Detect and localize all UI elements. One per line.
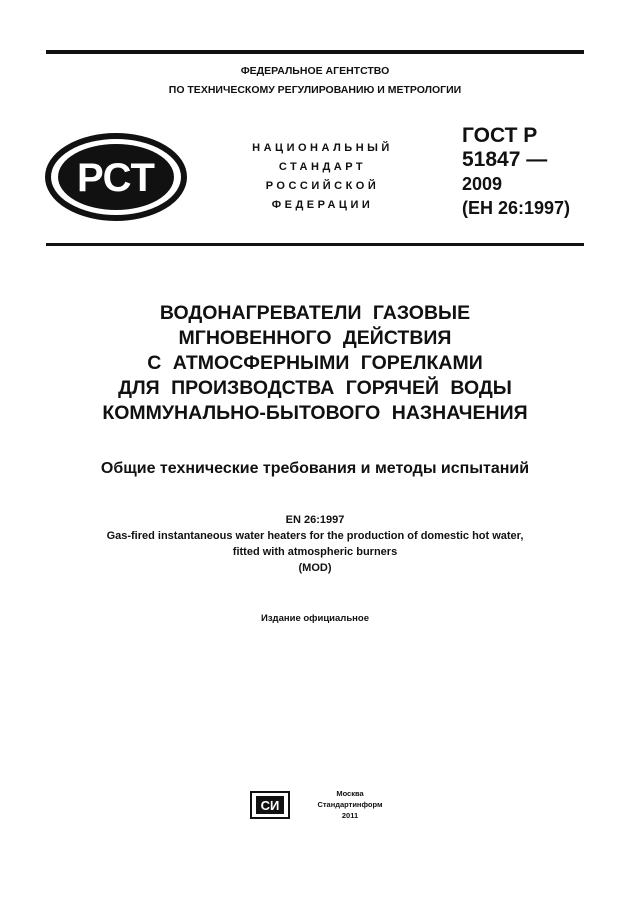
publisher-city: Москва (336, 789, 364, 798)
standard-type-line-2: СТАНДАРТ (278, 161, 367, 173)
middle-rule (46, 243, 584, 246)
publisher-logo-text: СИ (260, 798, 280, 813)
en-title-line-2: fitted with atmospheric burners (232, 546, 398, 558)
standard-type (225, 139, 420, 215)
gost-r-certification-icon (45, 133, 187, 221)
publisher-year: 2011 (341, 811, 359, 820)
en-mod: (MOD) (298, 562, 332, 574)
designation-line-1: ГОСТ Р (462, 124, 538, 147)
standartinform-icon (250, 791, 290, 819)
en-title-line-1: Gas-fired instantaneous water heaters for the production of domestic hot water, (106, 530, 524, 542)
document-subtitle: Общие технические требования и методы испытаний (100, 460, 530, 477)
publisher-info (300, 788, 400, 821)
title-line-1: ВОДОНАГРЕВАТЕЛИ ГАЗОВЫЕ (159, 302, 471, 324)
title-line-3: С АТМОСФЕРНЫМИ ГОРЕЛКАМИ (147, 352, 483, 374)
standard-type-line-3: РОССИЙСКОЙ (265, 180, 380, 192)
en-reference (30, 512, 600, 576)
publisher-name: Стандартинформ (317, 800, 383, 809)
designation-line-2: 51847 — (462, 148, 548, 171)
en-code: EN 26:1997 (285, 514, 345, 526)
logo-text: РСТ (76, 156, 156, 200)
agency-line-2: ПО ТЕХНИЧЕСКОМУ РЕГУЛИРОВАНИЮ И МЕТРОЛОГИИ (168, 84, 462, 96)
standard-designation (462, 124, 570, 220)
title-line-4: ДЛЯ ПРОИЗВОДСТВА ГОРЯЧЕЙ ВОДЫ (118, 377, 512, 399)
standard-type-line-1: НАЦИОНАЛЬНЫЙ (252, 142, 393, 154)
document-title (30, 301, 600, 426)
agency-header (46, 62, 584, 100)
title-line-5: КОММУНАЛЬНО-БЫТОВОГО НАЗНАЧЕНИЯ (102, 402, 528, 424)
edition-label: Издание официальное (261, 613, 369, 624)
top-rule (46, 50, 584, 54)
designation-line-3: 2009 (462, 174, 503, 194)
title-line-2: МГНОВЕННОГО ДЕЙСТВИЯ (178, 327, 452, 349)
designation-line-4: (ЕН 26:1997) (462, 198, 571, 218)
agency-line-1: ФЕДЕРАЛЬНОЕ АГЕНТСТВО (240, 65, 390, 77)
standard-type-line-4: ФЕДЕРАЦИИ (271, 199, 374, 211)
